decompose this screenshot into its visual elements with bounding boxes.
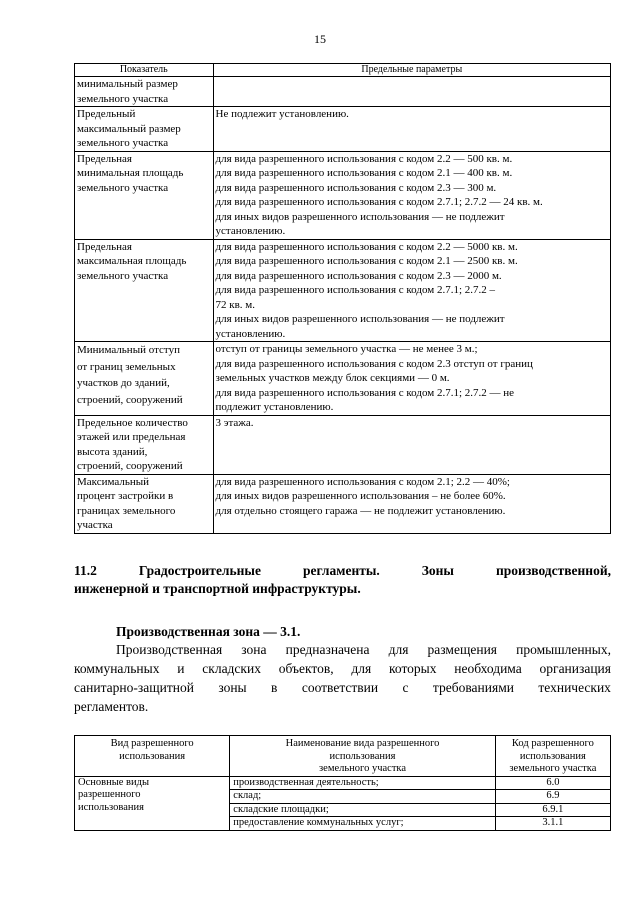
use-code: 6.0: [495, 776, 610, 790]
table-row: [75, 342, 611, 416]
value-line: для вида разрешенного использования с кодом 2.3 — 2000 м.: [215, 269, 502, 282]
word: промышленных,: [516, 642, 611, 657]
zone-description: [74, 640, 611, 716]
word: и: [177, 661, 185, 676]
label-line: строений, сооружений: [77, 460, 183, 472]
table-row: [75, 776, 611, 790]
value-line: 3 этажа.: [215, 416, 254, 429]
value-line: для вида разрешенного использования с кодом 2.2 — 5000 кв. м.: [215, 240, 518, 253]
label-line: Максимальный: [77, 475, 150, 488]
table-header-row: [75, 736, 611, 777]
use-code: 6.9: [495, 790, 610, 804]
heading-word: Зоны: [421, 563, 454, 578]
zone-heading: Производственная зона — 3.1.: [116, 624, 301, 639]
label-line: земельного участка: [77, 181, 169, 194]
value-line: для отдельно стоящего гаража — не подлежит установлению.: [215, 504, 506, 517]
value-line: для вида разрешенного использования с кодом 2.2 — 500 кв. м.: [215, 152, 513, 165]
use-name: склад;: [230, 790, 495, 804]
word: организация: [539, 661, 611, 676]
row-value: [213, 474, 610, 533]
section-heading: [74, 562, 611, 598]
section-heading-line: [74, 562, 611, 580]
row-label: [75, 151, 214, 239]
header-line: земельного участка: [509, 763, 597, 774]
header-line: Наименование вида разрешенного: [285, 738, 440, 749]
word: объектов,: [278, 661, 334, 676]
heading-word: производственной,: [496, 563, 611, 578]
group-label: [75, 776, 230, 830]
column-header-indicator: Показатель: [75, 64, 214, 77]
word: которых: [389, 661, 437, 676]
label-line: минимальная площадь: [77, 167, 184, 179]
heading-word: 11.2: [74, 563, 97, 578]
word: соответствии: [301, 680, 379, 695]
label-line: Предельное количество: [77, 416, 188, 429]
header-line: Код разрешенного: [511, 738, 594, 749]
label-line: участка: [77, 519, 113, 531]
label-line: Предельная: [77, 152, 132, 165]
row-label: [75, 474, 214, 533]
paragraph-line: регламентов.: [74, 699, 149, 714]
page-number: 15: [314, 32, 326, 46]
word: требованиями: [432, 680, 514, 695]
row-label: [75, 239, 214, 342]
word: для: [351, 661, 372, 676]
label-line: Предельный: [77, 108, 136, 120]
use-code: 3.1.1: [495, 817, 610, 831]
word: размещения: [427, 642, 498, 657]
use-name: складские площадки;: [230, 803, 495, 817]
value-line: для вида разрешенного использования с кодом 2.7.1; 2.7.2 — не: [215, 386, 515, 399]
row-value: [213, 151, 610, 239]
value-line: подлежит установлению.: [215, 401, 334, 413]
column-header-use-name: [230, 736, 495, 777]
group-label-line: разрешенного: [78, 789, 141, 800]
header-line: земельного участка: [319, 763, 407, 774]
value-line: Не подлежит установлению.: [215, 108, 349, 120]
label-line: земельного участка: [77, 137, 169, 149]
row-label: [75, 77, 214, 107]
value-line: для иных видов разрешенного использования — не подлежит: [215, 313, 505, 325]
word: коммунальных: [74, 661, 160, 676]
value-line: для вида разрешенного использования с кодом 2.7.1; 2.7.2 — 24 кв. м.: [215, 196, 543, 208]
table-row: [75, 107, 611, 152]
table-row: [75, 151, 611, 239]
row-label: [75, 107, 214, 152]
table-row: [75, 415, 611, 474]
value-line: 72 кв. м.: [215, 298, 256, 311]
word: для: [388, 642, 409, 657]
header-line: Вид разрешенного: [110, 738, 194, 749]
label-line: границах земельного: [77, 504, 176, 517]
label-line: участков до зданий,: [77, 377, 170, 389]
value-line: установлению.: [215, 327, 286, 340]
value-line: для вида разрешенного использования с кодом 2.3 отступ от границ: [215, 357, 533, 370]
group-label-line: Основные виды: [78, 776, 150, 788]
word: с: [402, 680, 409, 695]
value-line: отступ от границы земельного участка — не менее 3 м.;: [215, 343, 478, 355]
table-row: [75, 239, 611, 342]
word: Производственная: [116, 642, 223, 657]
row-value: [213, 77, 610, 107]
word: складских: [202, 661, 261, 676]
row-value: [213, 342, 610, 416]
word: зона: [241, 642, 267, 657]
label-line: минимальный размер: [77, 78, 178, 90]
value-line: для вида разрешенного использования с кодом 2.3 — 300 м.: [215, 181, 497, 194]
label-line: максимальная площадь: [77, 255, 187, 267]
heading-word: регламенты.: [302, 563, 380, 578]
use-name: предоставление коммунальных услуг;: [230, 817, 495, 831]
row-value: [213, 415, 610, 474]
column-header-use-code: [495, 736, 610, 777]
label-line: земельного участка: [77, 92, 169, 105]
column-header-use-type: [75, 736, 230, 777]
value-line: для вида разрешенного использования с кодом 2.1; 2.2 — 40%;: [215, 475, 510, 488]
value-line: для иных видов разрешенного использования – не более 60%.: [215, 490, 506, 502]
label-line: строений, сооружений: [77, 393, 183, 406]
row-value: [213, 107, 610, 152]
paragraph-line: [74, 678, 611, 697]
value-line: земельных участков между блок секциями — 0 м.: [215, 372, 450, 384]
table-row: [75, 77, 611, 107]
value-line: для иных видов разрешенного использования — не подлежит: [215, 210, 505, 223]
group-label-line: использования: [78, 801, 144, 813]
label-line: от границ земельных: [77, 360, 176, 373]
header-line: использования: [329, 750, 396, 762]
word: в: [271, 680, 278, 695]
word: технических: [538, 680, 611, 695]
label-line: этажей или предельная: [77, 431, 186, 443]
label-line: Предельная: [77, 240, 132, 253]
parameters-table: [74, 63, 611, 534]
section-heading-line: инженерной и транспортной инфраструктуры.: [74, 581, 361, 596]
label-line: максимальный размер: [77, 122, 181, 135]
use-name: производственная деятельность;: [230, 776, 495, 790]
label-line: высота зданий,: [77, 445, 148, 458]
permitted-use-table: [74, 735, 611, 831]
table-header-row: [75, 64, 611, 77]
row-value: [213, 239, 610, 342]
paragraph-line: [74, 640, 611, 659]
word: зоны: [218, 680, 247, 695]
table-row: [75, 474, 611, 533]
word: санитарно-защитной: [74, 680, 194, 695]
value-line: для вида разрешенного использования с кодом 2.1 — 400 кв. м.: [215, 167, 513, 179]
label-line: Минимальный отступ: [77, 344, 180, 356]
value-line: установлению.: [215, 225, 286, 237]
header-line: использования: [119, 750, 186, 762]
value-line: для вида разрешенного использования с кодом 2.7.1; 2.7.2 –: [215, 284, 496, 296]
word: необходима: [454, 661, 522, 676]
paragraph-line: [74, 659, 611, 678]
header-line: использования: [519, 750, 586, 762]
label-line: земельного участка: [77, 269, 169, 282]
column-header-limits: Предельные параметры: [213, 64, 610, 77]
heading-word: Градостроительные: [138, 563, 261, 578]
row-label: [75, 415, 214, 474]
word: предназначена: [285, 642, 370, 657]
label-line: процент застройки в: [77, 490, 174, 502]
use-code: 6.9.1: [495, 803, 610, 817]
value-line: для вида разрешенного использования с кодом 2.1 — 2500 кв. м.: [215, 255, 518, 267]
row-label: [75, 342, 214, 416]
